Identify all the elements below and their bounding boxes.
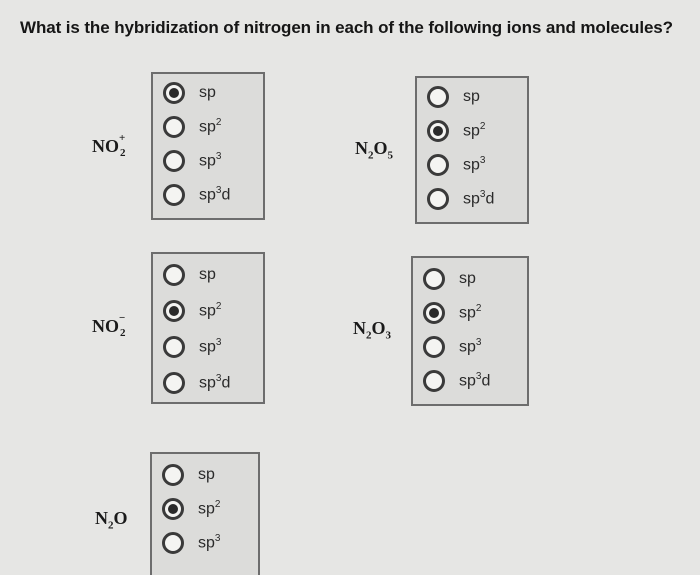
option-label: $sp^3d$ [199, 373, 231, 392]
option-label: $sp^3d$ [459, 371, 491, 390]
answer-box-n2o5 [415, 76, 529, 224]
option-label: $sp^3$ [463, 155, 486, 174]
option-sp3d[interactable] [423, 366, 490, 396]
option-label: $sp^2$ [198, 499, 221, 518]
compound-n2o3: $N_2O_3$ [353, 318, 392, 342]
radio-button[interactable] [163, 372, 185, 394]
option-sp3d[interactable] [163, 180, 230, 210]
option-label: sp [198, 466, 215, 483]
option-label: $sp^3$ [199, 337, 222, 356]
radio-button[interactable] [163, 264, 185, 286]
answer-box-n2o3 [411, 256, 529, 406]
option-sp[interactable] [162, 460, 215, 490]
option-sp2[interactable] [162, 494, 220, 524]
compound-n2o5: $N_2O_5$ [355, 138, 394, 162]
radio-button[interactable] [427, 86, 449, 108]
radio-button[interactable] [162, 532, 184, 554]
option-sp3d[interactable] [163, 368, 230, 398]
option-sp[interactable] [427, 82, 480, 112]
option-label: $sp^2$ [459, 303, 482, 322]
compound-no2-minus [92, 312, 127, 339]
radio-button-selected[interactable] [163, 300, 185, 322]
answer-box-n2o [150, 452, 260, 575]
compound-n2o: $N_2O$ [95, 508, 128, 532]
option-label: sp [199, 266, 216, 283]
compound-subscript: 2 [120, 147, 126, 159]
option-sp3[interactable] [162, 528, 220, 558]
radio-button-selected[interactable] [427, 120, 449, 142]
option-label: $sp^2$ [199, 301, 222, 320]
radio-button[interactable] [163, 336, 185, 358]
compound-formula-base: NO [92, 316, 119, 336]
compound-formula-base: NO [92, 136, 119, 156]
option-sp[interactable] [163, 78, 216, 108]
option-sp2[interactable] [427, 116, 485, 146]
option-sp3[interactable] [427, 150, 485, 180]
answer-box-no2-minus [151, 252, 265, 404]
option-label: $sp^3d$ [199, 185, 231, 204]
option-label: $sp^2$ [463, 121, 486, 140]
compound-subscript: 2 [120, 327, 126, 339]
option-sp3[interactable] [163, 146, 221, 176]
option-sp2[interactable] [423, 298, 481, 328]
option-sp2[interactable] [163, 296, 221, 326]
radio-button[interactable] [163, 184, 185, 206]
option-sp[interactable] [423, 264, 476, 294]
radio-button[interactable] [163, 116, 185, 138]
compound-superscript: + [119, 132, 126, 144]
option-label: sp [459, 270, 476, 287]
radio-button[interactable] [423, 336, 445, 358]
option-label: $sp^3$ [198, 533, 221, 552]
option-sp[interactable] [163, 260, 216, 290]
compound-superscript: − [119, 312, 126, 324]
option-sp2[interactable] [163, 112, 221, 142]
radio-button[interactable] [423, 370, 445, 392]
option-label: $sp^3d$ [463, 189, 495, 208]
radio-button[interactable] [423, 268, 445, 290]
radio-button-selected[interactable] [163, 82, 185, 104]
answer-box-no2-plus [151, 72, 265, 220]
radio-button[interactable] [427, 154, 449, 176]
option-label: $sp^2$ [199, 117, 222, 136]
radio-button[interactable] [162, 464, 184, 486]
option-label: $sp^3$ [199, 151, 222, 170]
option-sp3[interactable] [163, 332, 221, 362]
question-text: What is the hybridization of nitrogen in each of the following ions and molecules? [20, 18, 673, 37]
radio-button-selected[interactable] [423, 302, 445, 324]
radio-button[interactable] [163, 150, 185, 172]
option-label: sp [199, 84, 216, 101]
radio-button-selected[interactable] [162, 498, 184, 520]
option-label: sp [463, 88, 480, 105]
radio-button[interactable] [427, 188, 449, 210]
option-label: $sp^3$ [459, 337, 482, 356]
compound-no2-plus [92, 132, 127, 159]
option-sp3[interactable] [423, 332, 481, 362]
option-sp3d[interactable] [427, 184, 494, 214]
